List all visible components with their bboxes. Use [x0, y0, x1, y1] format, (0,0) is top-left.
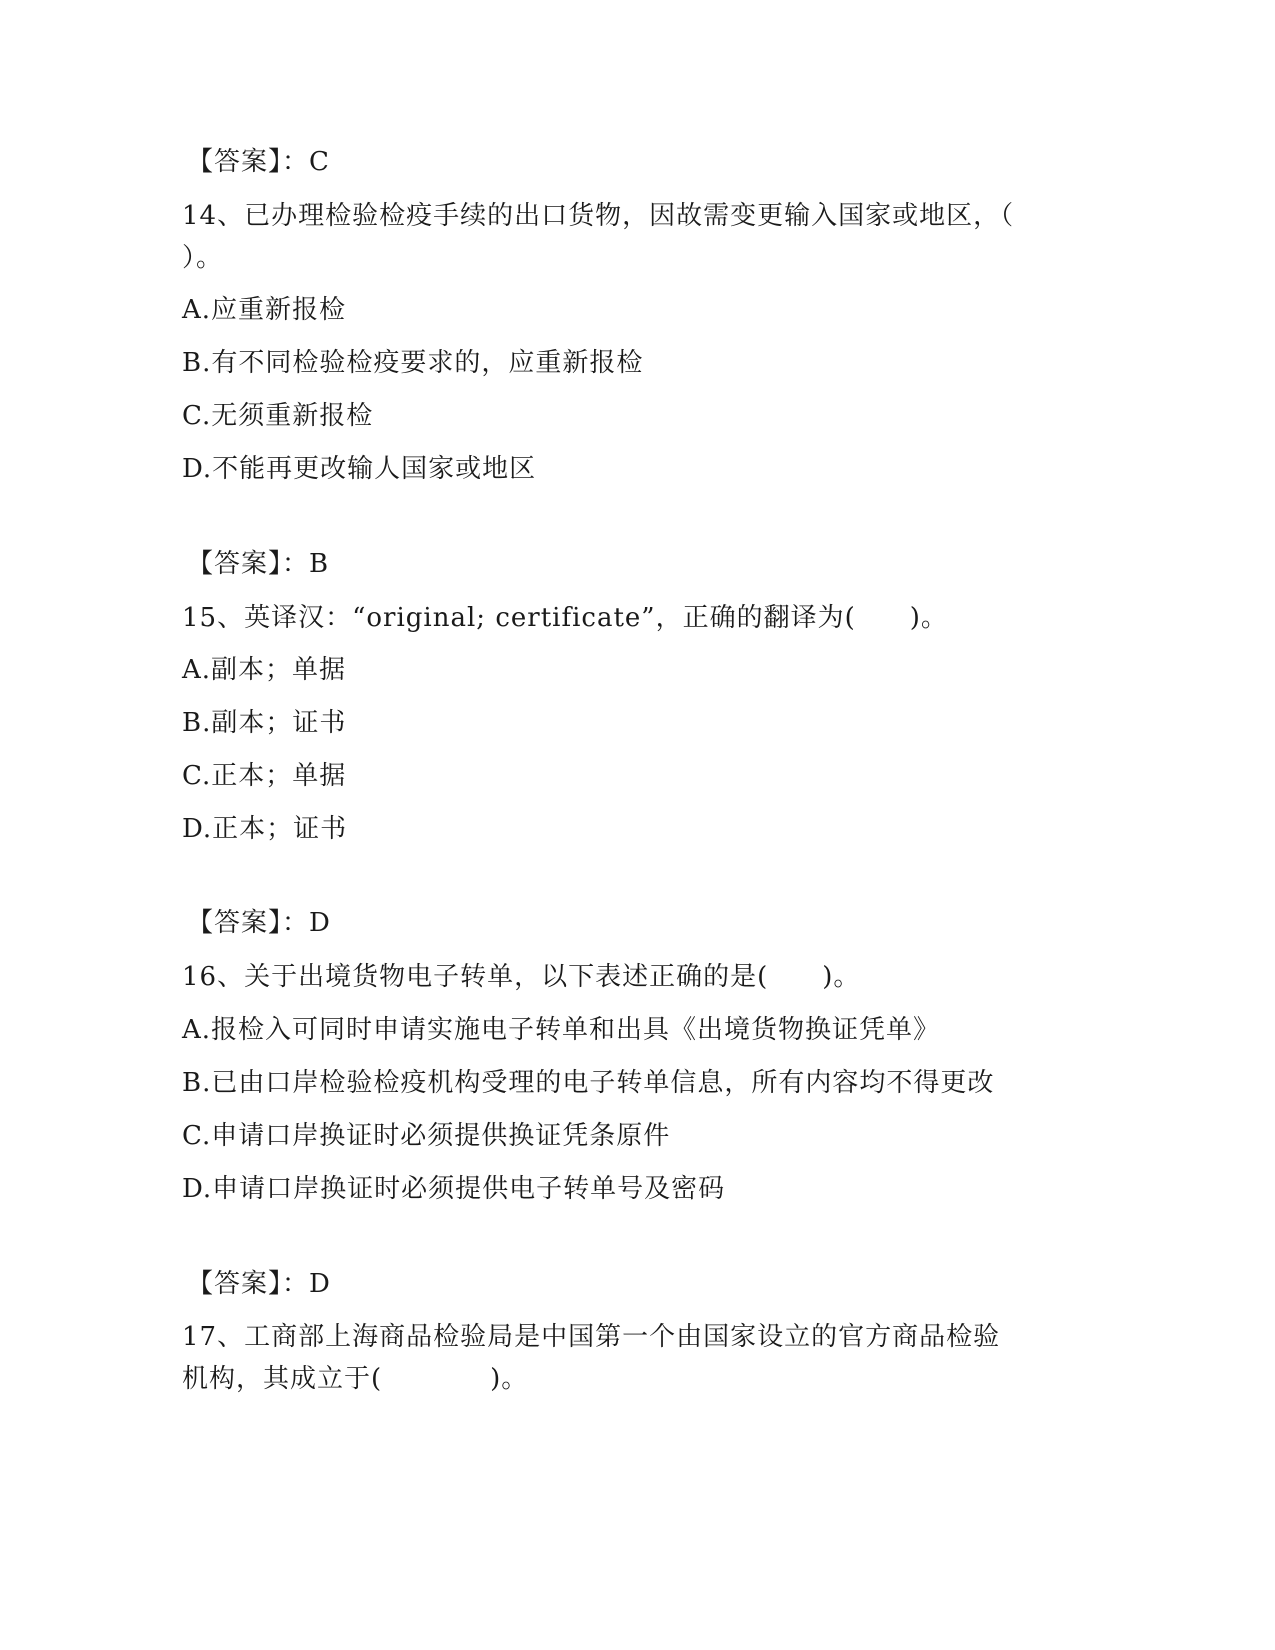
- question-14-option-d: D.不能再更改输人国家或地区: [182, 454, 537, 484]
- question-17-text-continued: 机构，其成立于( )。: [182, 1364, 529, 1394]
- question-15-option-d: D.正本；证书: [182, 814, 348, 844]
- answer-line: [187, 146, 330, 178]
- question-16-option-d: D.申请口岸换证时必须提供电子转单号及密码: [182, 1174, 726, 1204]
- question-14-option-a: A.应重新报检: [182, 295, 347, 325]
- answer-label: 【答案】：: [187, 147, 310, 177]
- question-16-option-b: B.已由口岸检验检疫机构受理的电子转单信息，所有内容均不得更改: [182, 1068, 995, 1098]
- question-16-option-c: C.申请口岸换证时必须提供换证凭条原件: [182, 1121, 671, 1151]
- answer-label: 【答案】：: [187, 549, 310, 579]
- question-14-text: 14、已办理检验检疫手续的出口货物，因故需变更输入国家或地区，（: [182, 201, 1015, 231]
- answer-value: D: [309, 908, 331, 938]
- answer-label: 【答案】：: [187, 908, 310, 938]
- answer-value: B: [309, 549, 330, 579]
- question-16-option-a: A.报检入可同时申请实施电子转单和出具《出境货物换证凭单》: [182, 1015, 941, 1045]
- answer-line: [187, 548, 329, 580]
- question-15-option-a: A.副本；单据: [182, 655, 347, 685]
- question-15-option-c: C.正本；单据: [182, 761, 347, 791]
- question-15-text: 15、英译汉：“original; certificate”，正确的翻译为( )。: [182, 603, 948, 633]
- question-14-text-continued: ）。: [182, 243, 224, 273]
- question-15-option-b: B.副本；证书: [182, 708, 347, 738]
- question-14-option-b: B.有不同检验检疫要求的，应重新报检: [182, 348, 644, 378]
- answer-line: [187, 1268, 331, 1300]
- answer-label: 【答案】：: [187, 1269, 310, 1299]
- answer-line: [187, 907, 331, 939]
- question-17-text: 17、工商部上海商品检验局是中国第一个由国家设立的官方商品检验: [182, 1322, 1001, 1352]
- answer-value: C: [309, 147, 330, 177]
- question-16-text: 16、关于出境货物电子转单，以下表述正确的是( )。: [182, 962, 861, 992]
- question-14-option-c: C.无须重新报检: [182, 401, 374, 431]
- answer-value: D: [309, 1269, 331, 1299]
